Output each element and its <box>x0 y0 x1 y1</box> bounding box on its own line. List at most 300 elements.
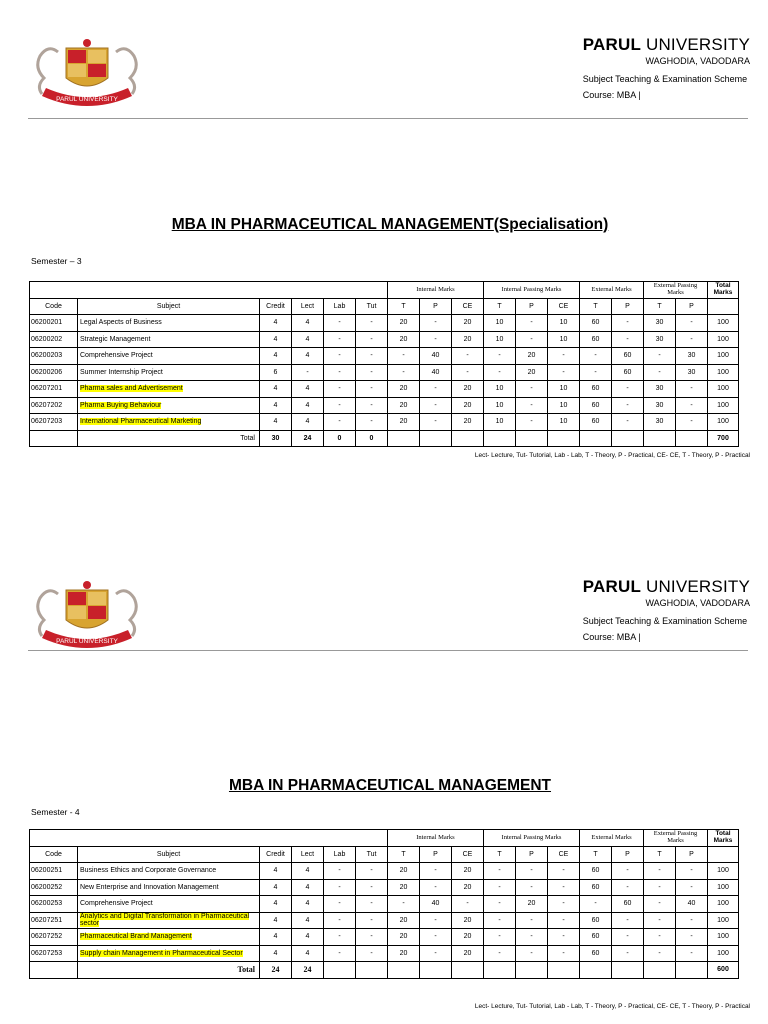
hdr-external-passing: External Passing Marks <box>644 830 708 847</box>
cell-value: - <box>356 896 388 913</box>
cell-value: - <box>420 414 452 431</box>
cell-value: 20 <box>516 896 548 913</box>
cell-value: - <box>676 331 708 348</box>
cell-value: 4 <box>292 397 324 414</box>
course-code: 06200252 <box>30 879 78 896</box>
cell-value: 10 <box>548 381 580 398</box>
university-logo <box>28 34 146 114</box>
sem3-scheme-table <box>29 281 739 447</box>
total-tut <box>356 962 388 979</box>
cell-value: - <box>516 315 548 332</box>
cell-value: - <box>420 863 452 880</box>
cell-value: 40 <box>676 896 708 913</box>
cell-value: - <box>548 896 580 913</box>
course-code: 06200251 <box>30 863 78 880</box>
cell-value: - <box>548 348 580 365</box>
cell-value: - <box>324 364 356 381</box>
university-header <box>583 577 750 642</box>
table-row <box>30 414 739 431</box>
cell-value: - <box>676 315 708 332</box>
cell-value: 60 <box>580 414 612 431</box>
cell-value: - <box>612 381 644 398</box>
cell-value: 20 <box>388 315 420 332</box>
subject-name: Legal Aspects of Business <box>78 315 260 332</box>
cell-value: 4 <box>292 929 324 946</box>
course-code: 06200253 <box>30 896 78 913</box>
cell-value: - <box>484 945 516 962</box>
total-tut: 0 <box>356 430 388 447</box>
cell-value: 40 <box>420 896 452 913</box>
cell-value: 100 <box>708 397 739 414</box>
hdr-tut: Tut <box>356 298 388 315</box>
cell-value: - <box>548 364 580 381</box>
cell-value: - <box>612 912 644 929</box>
cell-value: - <box>356 414 388 431</box>
table-row <box>30 896 739 913</box>
cell-value: 4 <box>260 896 292 913</box>
cell-value: 60 <box>580 945 612 962</box>
hdr-int-ce: CE <box>452 298 484 315</box>
cell-value: 100 <box>708 896 739 913</box>
cell-value: 4 <box>260 397 292 414</box>
cell-value: 60 <box>580 863 612 880</box>
cell-value: - <box>324 945 356 962</box>
hdr-internal-passing: Internal Passing Marks <box>484 282 580 299</box>
cell-value: - <box>516 397 548 414</box>
course-code: 06207252 <box>30 929 78 946</box>
cell-value: - <box>388 348 420 365</box>
cell-value: - <box>676 381 708 398</box>
highlighted-subject: Analytics and Digital Transformation in Pharmaceutical sector <box>80 912 250 928</box>
cell-value: 4 <box>292 381 324 398</box>
cell-value: 10 <box>484 397 516 414</box>
cell-value: - <box>420 331 452 348</box>
cell-value: 100 <box>708 315 739 332</box>
cell-value: - <box>676 879 708 896</box>
cell-value: 20 <box>388 331 420 348</box>
cell-value: 10 <box>484 381 516 398</box>
highlighted-subject: Pharmaceutical Brand Management <box>80 933 192 941</box>
subject-name: Business Ethics and Corporate Governance <box>78 863 260 880</box>
cell-value: - <box>548 912 580 929</box>
total-credit: 24 <box>260 962 292 979</box>
cell-value: - <box>324 331 356 348</box>
sem3-label: Semester – 3 <box>31 256 82 266</box>
cell-value: 30 <box>644 331 676 348</box>
cell-value: 100 <box>708 364 739 381</box>
cell-value: 4 <box>292 863 324 880</box>
cell-value: 4 <box>260 414 292 431</box>
cell-value: 10 <box>484 331 516 348</box>
cell-value: - <box>324 929 356 946</box>
table-row <box>30 315 739 332</box>
cell-value: 100 <box>708 945 739 962</box>
sem4-label: Semester - 4 <box>31 807 80 817</box>
cell-value: - <box>612 414 644 431</box>
table-row <box>30 945 739 962</box>
hdr-lab: Lab <box>324 846 356 863</box>
cell-value: - <box>356 879 388 896</box>
cell-value: - <box>324 381 356 398</box>
cell-value: - <box>324 896 356 913</box>
cell-value: 20 <box>388 414 420 431</box>
cell-value: 60 <box>612 348 644 365</box>
hdr-internal-marks: Internal Marks <box>388 830 484 847</box>
cell-value: 4 <box>292 414 324 431</box>
total-lect: 24 <box>292 430 324 447</box>
cell-value: - <box>612 397 644 414</box>
cell-value: - <box>484 364 516 381</box>
cell-value: 20 <box>388 945 420 962</box>
subject-name: New Enterprise and Innovation Management <box>78 879 260 896</box>
cell-value: 20 <box>388 863 420 880</box>
hdr-external-passing: External Passing Marks <box>644 282 708 299</box>
cell-value: 100 <box>708 414 739 431</box>
cell-value: - <box>420 879 452 896</box>
cell-value: 60 <box>580 315 612 332</box>
cell-value: 60 <box>580 879 612 896</box>
cell-value: 4 <box>260 315 292 332</box>
highlighted-subject: Supply chain Management in Pharmaceutical Sector <box>80 949 243 957</box>
total-lect: 24 <box>292 962 324 979</box>
cell-value: 20 <box>452 863 484 880</box>
cell-value: 4 <box>292 331 324 348</box>
course-code: 06207253 <box>30 945 78 962</box>
cell-value: - <box>516 912 548 929</box>
cell-value: 10 <box>484 414 516 431</box>
hdr-internal-passing: Internal Passing Marks <box>484 830 580 847</box>
cell-value: 4 <box>292 912 324 929</box>
cell-value: 60 <box>580 381 612 398</box>
cell-value: - <box>324 397 356 414</box>
cell-value: 60 <box>612 896 644 913</box>
cell-value: - <box>420 397 452 414</box>
total-credit: 30 <box>260 430 292 447</box>
course-label: Course: MBA | <box>582 632 641 642</box>
hdr-extpass-t: T <box>644 298 676 315</box>
cell-value: - <box>452 364 484 381</box>
hdr-intpass-p: P <box>516 298 548 315</box>
svg-text:PARUL UNIVERSITY: PARUL UNIVERSITY <box>56 96 118 103</box>
cell-value: - <box>484 912 516 929</box>
cell-value: - <box>324 912 356 929</box>
cell-value: 4 <box>260 348 292 365</box>
cell-value: - <box>644 879 676 896</box>
cell-value: 4 <box>292 945 324 962</box>
cell-value: 4 <box>292 896 324 913</box>
cell-value: - <box>484 863 516 880</box>
cell-value: 4 <box>260 331 292 348</box>
cell-value: - <box>516 381 548 398</box>
cell-value: - <box>516 879 548 896</box>
cell-value: - <box>612 879 644 896</box>
table-row <box>30 331 739 348</box>
highlighted-subject: Pharma sales and Advertisement <box>80 385 183 393</box>
hdr-ext-t: T <box>580 298 612 315</box>
course-code: 06200202 <box>30 331 78 348</box>
cell-value: - <box>612 331 644 348</box>
cell-value: 100 <box>708 879 739 896</box>
total-marks: 700 <box>708 430 739 447</box>
cell-value: - <box>612 945 644 962</box>
university-logo <box>28 576 146 656</box>
cell-value: 20 <box>452 315 484 332</box>
cell-value: 100 <box>708 348 739 365</box>
hdr-code: Code <box>30 846 78 863</box>
cell-value: - <box>516 929 548 946</box>
cell-value: 60 <box>580 331 612 348</box>
cell-value: - <box>356 381 388 398</box>
sem3-total-row <box>30 430 739 447</box>
hdr-intpass-ce: CE <box>548 846 580 863</box>
university-name: PARUL UNIVERSITY <box>582 577 750 596</box>
subject-name <box>78 414 260 431</box>
table-row <box>30 381 739 398</box>
cell-value: - <box>580 348 612 365</box>
cell-value: 10 <box>548 414 580 431</box>
cell-value: - <box>356 348 388 365</box>
cell-value: 60 <box>580 929 612 946</box>
table-row <box>30 863 739 880</box>
hdr-total-marks: Total Marks <box>708 830 739 847</box>
hdr-lect: Lect <box>292 846 324 863</box>
cell-value: 10 <box>548 397 580 414</box>
cell-value: - <box>676 945 708 962</box>
course-label: Course: MBA | <box>582 90 641 100</box>
cell-value: - <box>676 929 708 946</box>
course-code: 06207251 <box>30 912 78 929</box>
cell-value: - <box>452 896 484 913</box>
course-code: 06207202 <box>30 397 78 414</box>
cell-value: 30 <box>676 364 708 381</box>
cell-value: - <box>484 929 516 946</box>
cell-value: 100 <box>708 863 739 880</box>
cell-value: 4 <box>260 929 292 946</box>
cell-value: - <box>612 929 644 946</box>
cell-value: - <box>548 929 580 946</box>
subject-name <box>78 912 260 929</box>
cell-value: - <box>356 929 388 946</box>
table-row <box>30 348 739 365</box>
cell-value: - <box>548 863 580 880</box>
cell-value: - <box>420 929 452 946</box>
cell-value: - <box>580 896 612 913</box>
cell-value: - <box>612 315 644 332</box>
hdr-int-t: T <box>388 846 420 863</box>
cell-value: 20 <box>388 397 420 414</box>
sem3-legend: Lect- Lecture, Tut- Tutorial, Lab - Lab, T - Theory, P - Practical, CE- CE, T - Theory, P - Practical <box>474 452 750 459</box>
cell-value: 100 <box>708 381 739 398</box>
sem4-scheme-table <box>29 829 739 979</box>
cell-value: 20 <box>452 879 484 896</box>
cell-value: 100 <box>708 331 739 348</box>
hdr-credit: Credit <box>260 846 292 863</box>
cell-value: - <box>676 397 708 414</box>
cell-value: - <box>644 364 676 381</box>
hdr-lab: Lab <box>324 298 356 315</box>
cell-value: 100 <box>708 929 739 946</box>
course-code: 06207203 <box>30 414 78 431</box>
hdr-extpass-t: T <box>644 846 676 863</box>
university-location: WAGHODIA, VADODARA <box>645 56 750 66</box>
hdr-extpass-p: P <box>676 846 708 863</box>
hdr-int-p: P <box>420 846 452 863</box>
sem4-title: MBA IN PHARMACEUTICAL MANAGEMENT <box>228 777 552 794</box>
cell-value: 30 <box>644 397 676 414</box>
cell-value: - <box>420 315 452 332</box>
cell-value: - <box>356 364 388 381</box>
cell-value: - <box>676 912 708 929</box>
total-marks: 600 <box>708 962 739 979</box>
cell-value: 30 <box>644 414 676 431</box>
cell-value: 20 <box>388 912 420 929</box>
cell-value: 30 <box>676 348 708 365</box>
cell-value: 4 <box>260 945 292 962</box>
svg-text:PARUL UNIVERSITY: PARUL UNIVERSITY <box>56 638 118 645</box>
cell-value: - <box>644 945 676 962</box>
cell-value: - <box>644 348 676 365</box>
hdr-subject: Subject <box>78 846 260 863</box>
total-label: Total <box>78 962 260 979</box>
cell-value: 10 <box>548 315 580 332</box>
course-code: 06200206 <box>30 364 78 381</box>
header-divider <box>28 118 748 119</box>
sem4-total-row <box>30 962 739 979</box>
cell-value: - <box>548 945 580 962</box>
hdr-credit: Credit <box>260 298 292 315</box>
cell-value: 20 <box>452 381 484 398</box>
hdr-external-marks: External Marks <box>580 282 644 299</box>
cell-value: - <box>420 381 452 398</box>
cell-value: - <box>420 912 452 929</box>
highlighted-subject: International Pharmaceutical Marketing <box>80 418 202 426</box>
cell-value: - <box>292 364 324 381</box>
cell-value: - <box>324 348 356 365</box>
cell-value: 4 <box>260 879 292 896</box>
cell-value: - <box>484 879 516 896</box>
sem4-legend: Lect- Lecture, Tut- Tutorial, Lab - Lab, T - Theory, P - Practical, CE- CE, T - Theory, P - Practical <box>474 1003 750 1010</box>
subject-name: Summer Internship Project <box>78 364 260 381</box>
cell-value: - <box>516 863 548 880</box>
cell-value: 20 <box>452 331 484 348</box>
subject-name: Comprehensive Project <box>78 348 260 365</box>
cell-value: - <box>516 414 548 431</box>
cell-value: - <box>356 331 388 348</box>
hdr-code: Code <box>30 298 78 315</box>
cell-value: - <box>324 879 356 896</box>
cell-value: - <box>356 315 388 332</box>
cell-value: 4 <box>292 315 324 332</box>
subject-name <box>78 945 260 962</box>
cell-value: 20 <box>452 945 484 962</box>
cell-value: 100 <box>708 912 739 929</box>
cell-value: 4 <box>260 381 292 398</box>
subject-name: Comprehensive Project <box>78 896 260 913</box>
university-location: WAGHODIA, VADODARA <box>645 598 750 608</box>
table-row <box>30 397 739 414</box>
hdr-tut: Tut <box>356 846 388 863</box>
cell-value: 40 <box>420 348 452 365</box>
cell-value: - <box>612 863 644 880</box>
cell-value: - <box>324 414 356 431</box>
hdr-ext-t: T <box>580 846 612 863</box>
cell-value: 30 <box>644 315 676 332</box>
table-row <box>30 879 739 896</box>
cell-value: 20 <box>388 929 420 946</box>
total-lab <box>324 962 356 979</box>
hdr-int-t: T <box>388 298 420 315</box>
cell-value: - <box>644 912 676 929</box>
highlighted-subject: Pharma Buying Behaviour <box>80 401 162 409</box>
cell-value: 4 <box>260 863 292 880</box>
table-row <box>30 912 739 929</box>
cell-value: 4 <box>260 912 292 929</box>
cell-value: - <box>452 348 484 365</box>
cell-value: - <box>324 315 356 332</box>
course-code: 06200201 <box>30 315 78 332</box>
cell-value: - <box>516 331 548 348</box>
cell-value: - <box>644 929 676 946</box>
cell-value: - <box>644 863 676 880</box>
hdr-external-marks: External Marks <box>580 830 644 847</box>
cell-value: 20 <box>388 879 420 896</box>
cell-value: 30 <box>644 381 676 398</box>
hdr-lect: Lect <box>292 298 324 315</box>
hdr-intpass-ce: CE <box>548 298 580 315</box>
subject-name: Strategic Management <box>78 331 260 348</box>
hdr-intpass-t: T <box>484 298 516 315</box>
sem3-title: MBA IN PHARMACEUTICAL MANAGEMENT(Specialisation) <box>171 216 609 233</box>
cell-value: 60 <box>580 912 612 929</box>
hdr-intpass-t: T <box>484 846 516 863</box>
cell-value: 10 <box>548 331 580 348</box>
cell-value: 4 <box>292 348 324 365</box>
cell-value: - <box>644 896 676 913</box>
cell-value: 20 <box>516 364 548 381</box>
subject-name <box>78 381 260 398</box>
cell-value: - <box>356 912 388 929</box>
cell-value: - <box>580 364 612 381</box>
hdr-total-marks: Total Marks <box>708 282 739 299</box>
scheme-label: Subject Teaching & Examination Scheme <box>582 616 748 626</box>
cell-value: - <box>516 945 548 962</box>
hdr-int-p: P <box>420 298 452 315</box>
hdr-extpass-p: P <box>676 298 708 315</box>
cell-value: - <box>484 348 516 365</box>
scheme-label: Subject Teaching & Examination Scheme <box>582 74 748 84</box>
cell-value: 20 <box>452 912 484 929</box>
cell-value: - <box>388 364 420 381</box>
hdr-ext-p: P <box>612 846 644 863</box>
cell-value: 20 <box>516 348 548 365</box>
cell-value: 60 <box>612 364 644 381</box>
cell-value: - <box>676 414 708 431</box>
cell-value: - <box>676 863 708 880</box>
cell-value: 10 <box>484 315 516 332</box>
hdr-int-ce: CE <box>452 846 484 863</box>
hdr-subject: Subject <box>78 298 260 315</box>
course-code: 06200203 <box>30 348 78 365</box>
cell-value: - <box>420 945 452 962</box>
cell-value: 20 <box>452 397 484 414</box>
total-label: Total <box>78 430 260 447</box>
subject-name <box>78 397 260 414</box>
total-lab: 0 <box>324 430 356 447</box>
cell-value: - <box>356 397 388 414</box>
university-header <box>583 35 750 100</box>
cell-value: 60 <box>580 397 612 414</box>
cell-value: - <box>388 896 420 913</box>
